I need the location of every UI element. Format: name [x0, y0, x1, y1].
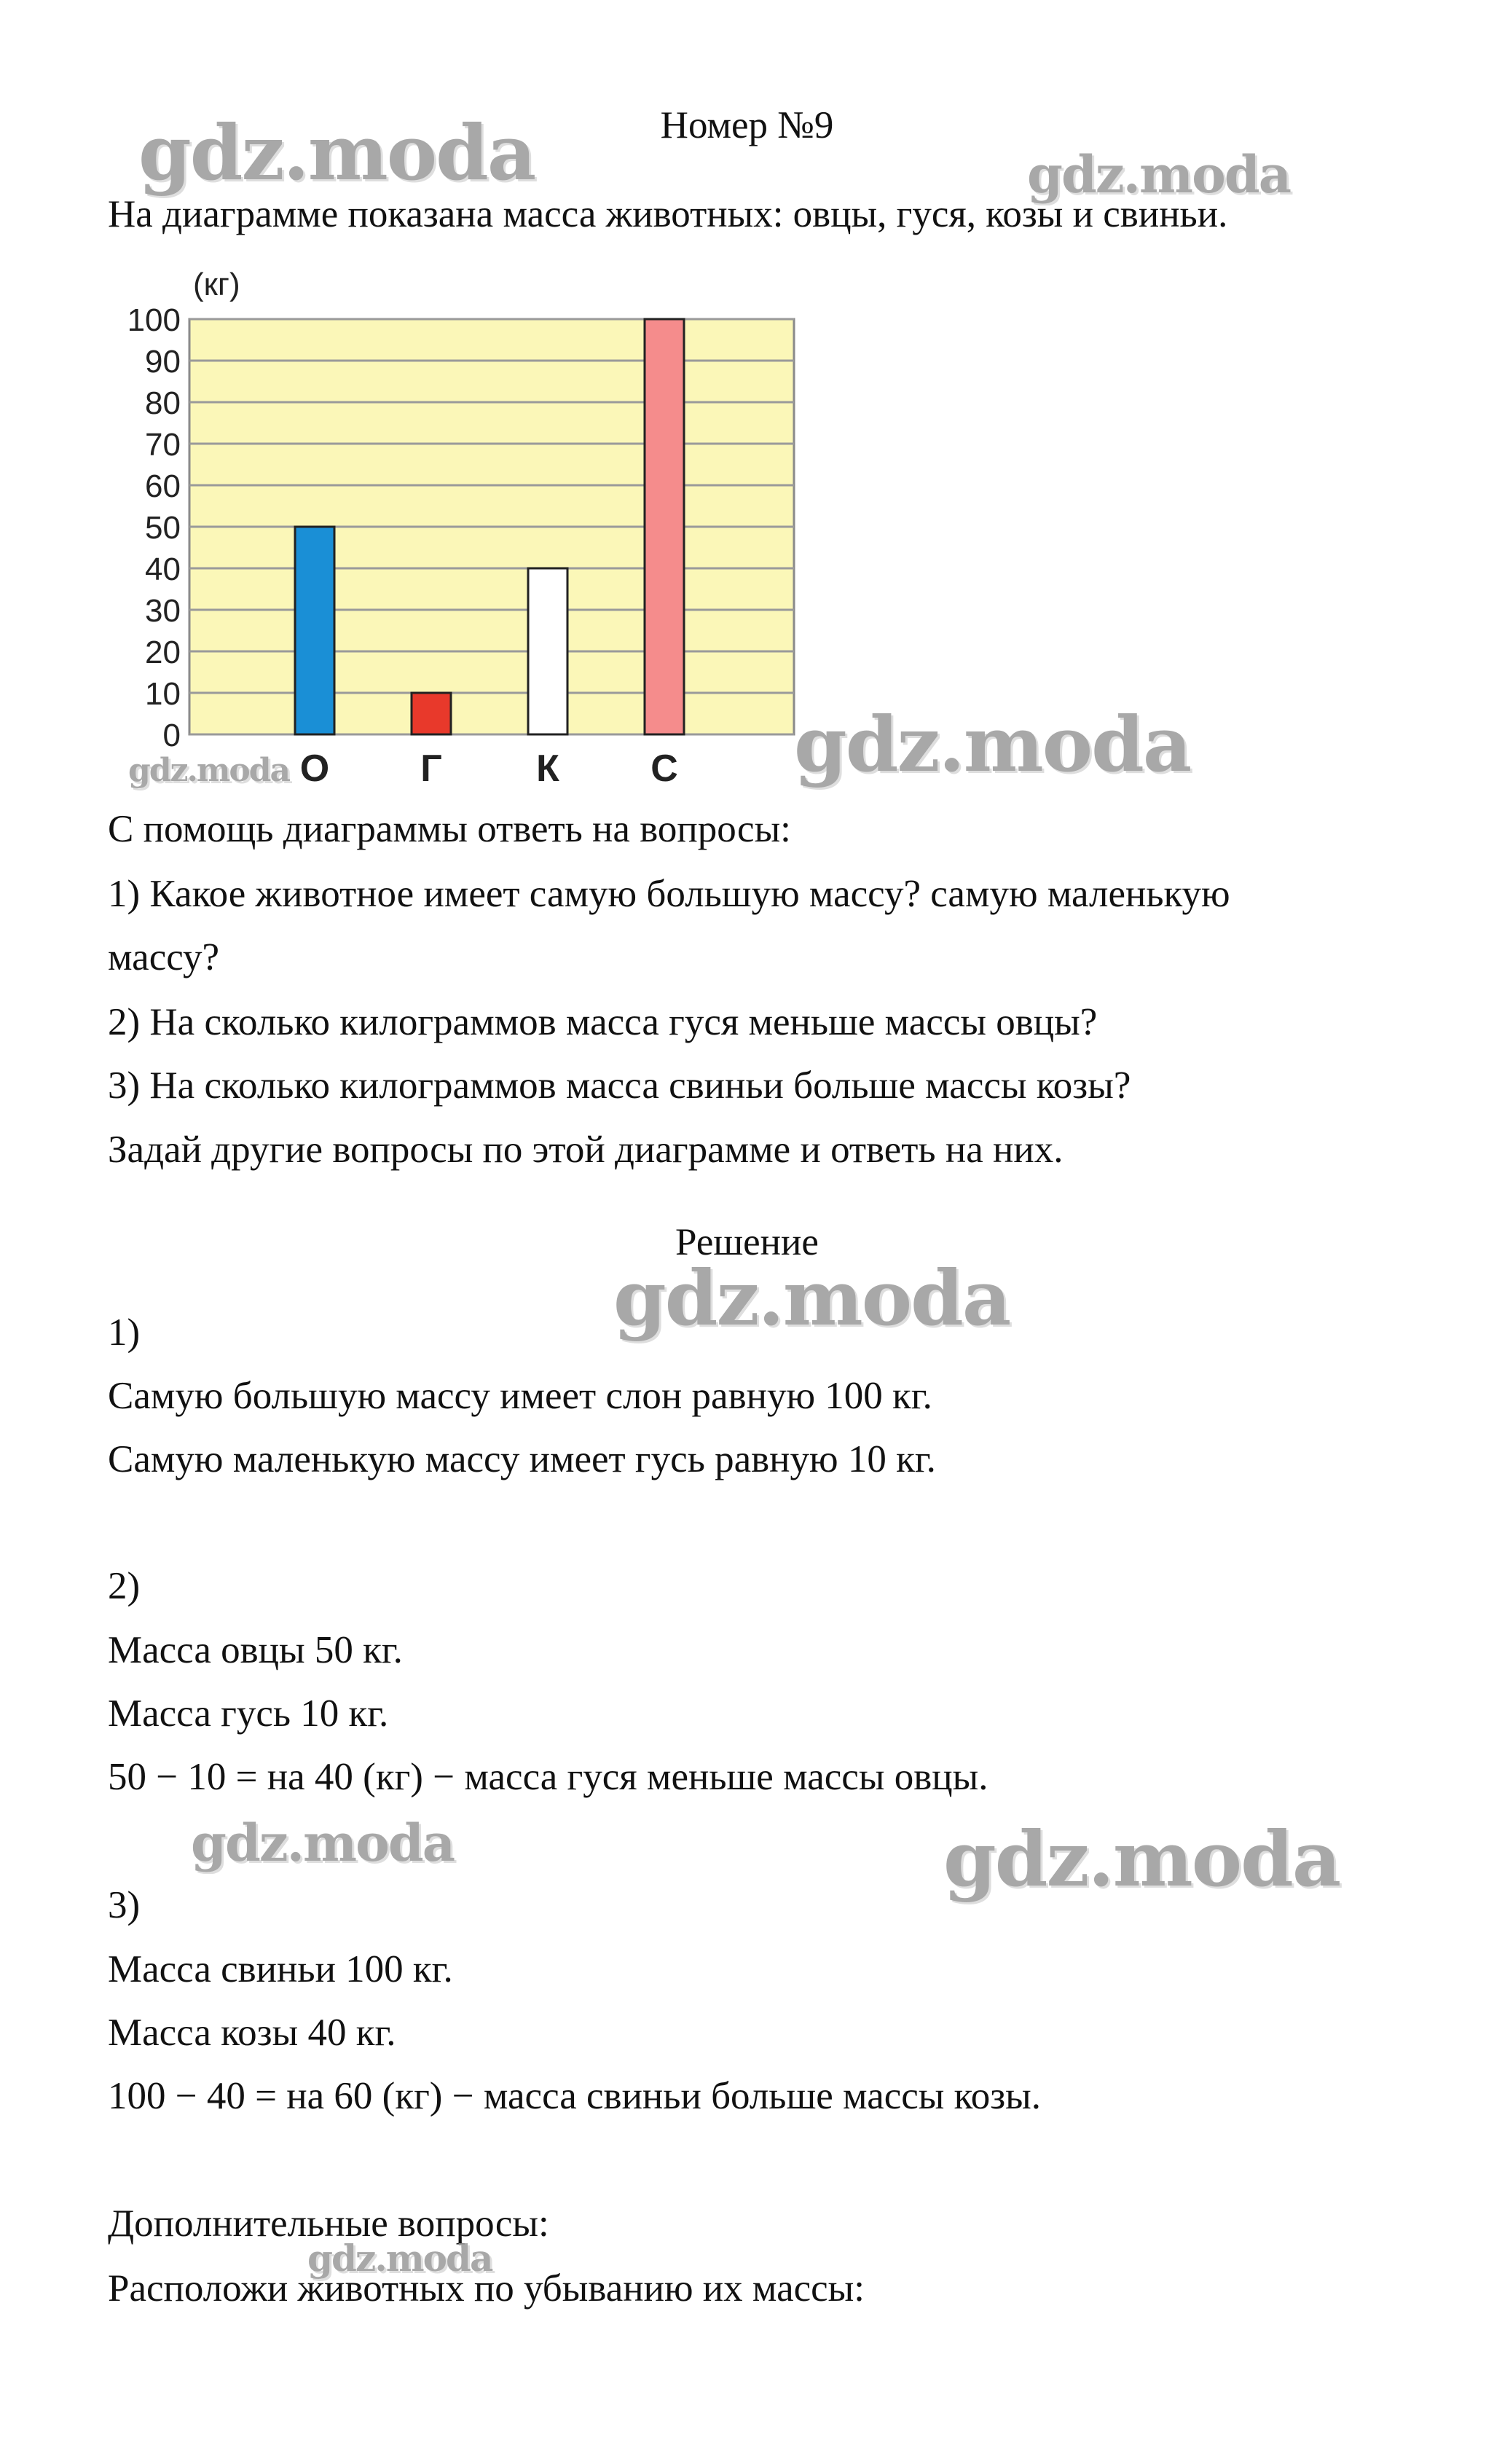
question-2: 2) На сколько килограммов масса гуся меньше массы овцы?	[108, 1001, 1098, 1043]
solution-2-line-2: Масса гусь 10 кг.	[108, 1692, 389, 1735]
solution-2-line-1: Масса овцы 50 кг.	[108, 1629, 403, 1671]
chart-y-tick-label: 0	[162, 718, 181, 753]
chart-y-ticks	[127, 302, 181, 753]
watermark-logo: gdz.moda	[138, 108, 535, 197]
solution-3-line-3: 100 − 40 = на 60 (кг) − масса свиньи больше массы козы.	[108, 2075, 1042, 2117]
solution-heading: Решение	[675, 1221, 819, 1263]
chart-y-tick-label: 80	[145, 385, 181, 421]
watermark-logo: gdz.moda	[613, 1253, 1010, 1343]
intro-text: На диаграмме показана масса животных: овцы, гуся, козы и свиньи.	[108, 193, 1228, 235]
chart-x-label: С	[650, 748, 678, 790]
solution-1-label: 1)	[108, 1311, 141, 1354]
watermark-logo: gdz.moda	[307, 2237, 492, 2280]
watermark-logo: gdz.moda	[191, 1813, 455, 1873]
question-3: 3) На сколько килограммов масса свиньи больше массы козы?	[108, 1064, 1131, 1107]
solution-2-line-3: 50 − 10 = на 40 (кг) − масса гуся меньше массы овцы.	[108, 1756, 988, 1798]
chart-y-tick-label: 20	[145, 635, 181, 670]
solution-3-label: 3)	[108, 1884, 141, 1926]
additional-heading: Дополнительные вопросы:	[108, 2202, 549, 2245]
chart-y-tick-label: 90	[145, 344, 181, 380]
solution-1-line-2: Самую маленькую массу имеет гусь равную 10 кг.	[108, 1438, 936, 1480]
watermark-logo: gdz.moda	[794, 699, 1191, 789]
solution-3-line-1: Масса свиньи 100 кг.	[108, 1948, 453, 1990]
questions-lead: С помощь диаграммы ответь на вопросы:	[108, 808, 791, 850]
chart-y-tick-label: 50	[145, 510, 181, 546]
chart-bar	[645, 319, 684, 734]
additional-line-1: Расположи животных по убыванию их массы:	[108, 2267, 865, 2310]
chart-unit-label: (кг)	[193, 267, 240, 302]
watermark-logo: gdz.moda	[943, 1814, 1340, 1904]
chart-y-tick-label: 60	[145, 468, 181, 504]
chart-y-tick-label: 100	[127, 302, 181, 338]
solution-2-label: 2)	[108, 1565, 141, 1607]
chart-bar	[412, 693, 451, 734]
chart-bar	[528, 568, 567, 734]
chart-x-labels	[300, 748, 678, 790]
chart-y-tick-label: 70	[145, 427, 181, 463]
page-title: Номер №9	[660, 104, 834, 146]
question-1-line-2: массу?	[108, 936, 220, 978]
chart-x-label: О	[299, 748, 330, 790]
chart-x-label: К	[536, 748, 559, 790]
question-1-line-1: 1) Какое животное имеет самую большую массу? самую маленькую	[108, 873, 1230, 915]
chart-bar	[295, 527, 334, 734]
chart-y-tick-label: 10	[145, 676, 181, 712]
watermark-logo: gdz.moda	[1027, 144, 1291, 205]
chart-y-tick-label: 40	[145, 552, 181, 587]
solution-3-line-2: Масса козы 40 кг.	[108, 2012, 396, 2054]
extra-task: Задай другие вопросы по этой диаграмме и ответь на них.	[108, 1129, 1064, 1171]
chart-y-tick-label: 30	[145, 593, 181, 629]
watermark-logo: gdz.moda	[128, 752, 290, 789]
solution-1-line-1: Самую большую массу имеет слон равную 100 кг.	[108, 1375, 932, 1417]
mass-bar-chart	[102, 262, 816, 801]
chart-x-label: Г	[420, 748, 442, 790]
